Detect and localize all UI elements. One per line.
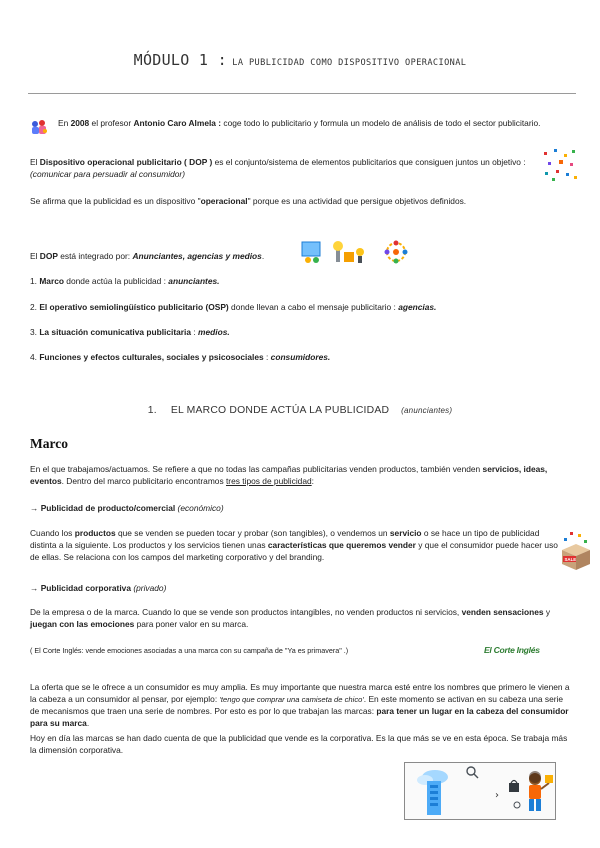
intro-paragraph-2: El Dispositivo operacional publicitario ( DOP ) es el conjunto/sistema de elementos publicitarios que consiguen juntos un objetivo : (comunicar para persuadir al consumidor) xyxy=(30,157,526,179)
marco-heading: Marco xyxy=(30,436,68,451)
dop-item-2: 2. El operativo semiolingüístico publicitario (OSP) donde llevan a cabo el mensaje publicitario : agencias. xyxy=(30,302,437,312)
confetti-icon xyxy=(540,146,580,184)
dop-item-1: 1. Marco donde actúa la publicidad : anunciantes. xyxy=(30,276,220,286)
dop-item-3: 3. La situación comunicativa publicitaria : medios. xyxy=(30,327,230,337)
intro-paragraph-3: Se afirma que la publicidad es un dispositivo "operacional" porque es una actividad que persigue objetivos definidos. xyxy=(30,196,467,206)
sale-box-icon xyxy=(558,530,594,572)
svg-text:›: › xyxy=(495,790,499,801)
bullet-corporate-advertising: → Publicidad corporativa (privado) xyxy=(30,583,167,593)
title-divider xyxy=(28,93,576,94)
sale-label: SALE xyxy=(564,557,577,562)
section-1-title: 1. EL MARCO DONDE ACTÚA LA PUBLICIDAD (anunciantes) xyxy=(147,405,453,416)
bullet-product-advertising: → Publicidad de producto/comercial (económico) xyxy=(30,503,224,513)
team-icons xyxy=(300,238,412,266)
shopping-illustration-art xyxy=(405,763,555,819)
shopping-illustration xyxy=(404,762,556,820)
dop-intro: El DOP está integrado por: Anunciantes, agencias y medios. xyxy=(30,251,265,261)
intro-paragraph-1: En 2008 el profesor Antonio Caro Almela : coge todo lo publicitario y formula un modelo de análisis de todo el sector publicitario. xyxy=(58,118,541,128)
page-title xyxy=(0,50,600,71)
marco-paragraph-3: De la empresa o de la marca. Cuando lo que se vende son productos intangibles, no venden productos ni servicios, venden sensaciones y juegan con las emociones para poner valor en su marca. xyxy=(30,607,551,629)
module-title: MÓDULO 1 : xyxy=(133,51,227,69)
arrow-right-icon: → xyxy=(30,583,39,593)
dop-item-4: 4. Funciones y efectos culturales, sociales y psicosociales : consumidores. xyxy=(30,352,331,362)
example-note: ( El Corte Inglés: vende emociones asociadas a una marca con su campaña de "Ya es primavera" .) xyxy=(30,646,349,655)
el-corte-ingles-logo: El Corte Inglés xyxy=(484,645,540,655)
arrow-right-icon: → xyxy=(30,503,39,513)
people-icon xyxy=(30,119,48,135)
marco-paragraph-2: Cuando los productos que se venden se pueden tocar y probar (son tangibles), o vendemos un servicio o se hace un tipo de publicidad distinta a la siguiente. Los productos y los servicios tienen unas características que queremos vender y que el consumidor puede hacer uso de ellas. Se relaciona con los campos del marketing corporativo y del branding. xyxy=(30,528,558,562)
marco-paragraph-1: En el que trabajamos/actuamos. Se refiere a que no todas las campañas publicitarias venden productos, también venden servicios, ideas, eventos. Dentro del marco publicitario encontramos tres tipos de publicidad: xyxy=(30,464,548,486)
marco-paragraph-4: La oferta que se le ofrece a un consumidor es muy amplia. Es muy importante que nuestra marca esté entre los nombres que primero le vienen a la cabeza a un consumidor al pensar, por ejemplo: 'tengo que comprar una camiseta de chico'. En este momento se activan en su cabeza una serie de mecanismos que traen una serie de nombres. Por esto es por lo que trabajan las marcas: para tener un lugar en la cabeza del consumidor para su marca. xyxy=(30,682,570,728)
module-subtitle: LA PUBLICIDAD COMO DISPOSITIVO OPERACIONAL xyxy=(232,58,467,68)
marco-paragraph-5: Hoy en día las marcas se han dado cuenta de que la publicidad que vende es la corporativa. Es la que más se ve en esta época. Se trabaja más la dimensión corporativa. xyxy=(30,733,568,755)
